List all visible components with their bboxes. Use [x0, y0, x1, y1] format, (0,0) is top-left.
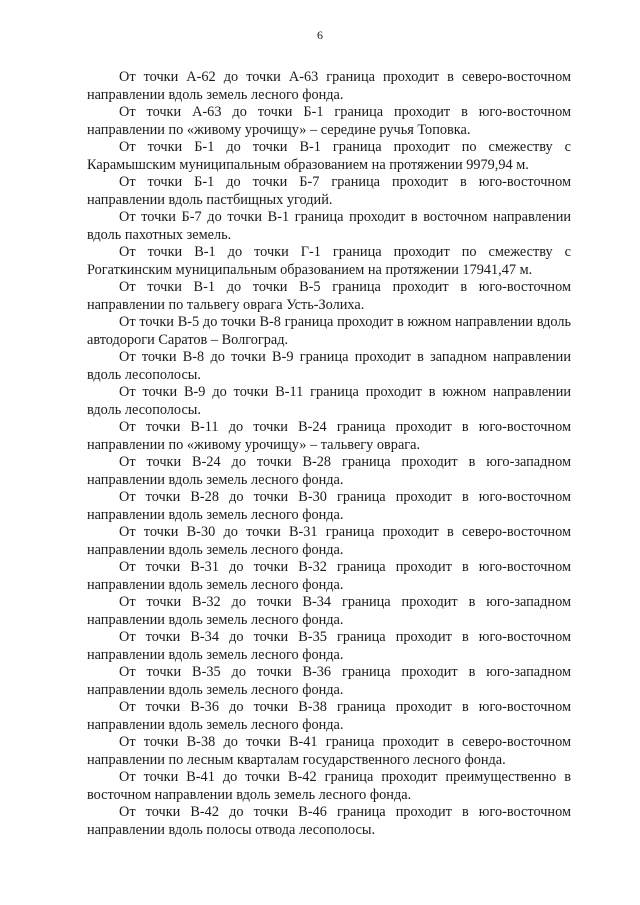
paragraph: От точки В-38 до точки В-41 граница проходит в северо-восточном направлении по лесным кварталам государственного лесного фонда.	[87, 734, 571, 768]
paragraph: От точки В-24 до точки В-28 граница проходит в юго-западном направлении вдоль земель лесного фонда.	[87, 454, 571, 488]
paragraph: От точки В-5 до точки В-8 граница проходит в южном направлении вдоль автодороги Саратов – Волгоград.	[87, 314, 571, 348]
paragraph: От точки В-32 до точки В-34 граница проходит в юго-западном направлении вдоль земель лесного фонда.	[87, 594, 571, 628]
paragraph: От точки Б-1 до точки Б-7 граница проходит в юго-восточном направлении вдоль пастбищных угодий.	[87, 174, 571, 208]
paragraph: От точки А-62 до точки А-63 граница проходит в северо-восточном направлении вдоль земель лесного фонда.	[87, 69, 571, 103]
paragraph: От точки В-35 до точки В-36 граница проходит в юго-западном направлении вдоль земель лесного фонда.	[87, 664, 571, 698]
paragraph: От точки В-8 до точки В-9 граница проходит в западном направлении вдоль лесополосы.	[87, 349, 571, 383]
paragraph: От точки В-34 до точки В-35 граница проходит в юго-восточном направлении вдоль земель лесного фонда.	[87, 629, 571, 663]
paragraph: От точки В-1 до точки Г-1 граница проходит по смежеству с Рогаткинским муниципальным образованием на протяжении 17941,47 м.	[87, 244, 571, 278]
paragraph: От точки В-9 до точки В-11 граница проходит в южном направлении вдоль лесополосы.	[87, 384, 571, 418]
paragraph: От точки В-31 до точки В-32 граница проходит в юго-восточном направлении вдоль земель лесного фонда.	[87, 559, 571, 593]
paragraph: От точки В-11 до точки В-24 граница проходит в юго-восточном направлении по «живому урочищу» – тальвегу оврага.	[87, 419, 571, 453]
paragraph: От точки В-1 до точки В-5 граница проходит в юго-восточном направлении по тальвегу оврага Усть-Золиха.	[87, 279, 571, 313]
paragraph: От точки В-41 до точки В-42 граница проходит преимущественно в восточном направлении вдоль земель лесного фонда.	[87, 769, 571, 803]
paragraph: От точки Б-7 до точки В-1 граница проходит в восточном направлении вдоль пахотных земель.	[87, 209, 571, 243]
document-body	[87, 69, 571, 839]
page-number: 6	[317, 28, 323, 42]
paragraph: От точки В-30 до точки В-31 граница проходит в северо-восточном направлении вдоль земель лесного фонда.	[87, 524, 571, 558]
paragraph: От точки А-63 до точки Б-1 граница проходит в юго-восточном направлении по «живому урочищу» – середине ручья Топовка.	[87, 104, 571, 138]
paragraph: От точки В-28 до точки В-30 граница проходит в юго-восточном направлении вдоль земель лесного фонда.	[87, 489, 571, 523]
paragraph: От точки В-42 до точки В-46 граница проходит в юго-восточном направлении вдоль полосы отвода лесополосы.	[87, 804, 571, 838]
paragraph: От точки В-36 до точки В-38 граница проходит в юго-восточном направлении вдоль земель лесного фонда.	[87, 699, 571, 733]
paragraph: От точки Б-1 до точки В-1 граница проходит по смежеству с Карамышским муниципальным образованием на протяжении 9979,94 м.	[87, 139, 571, 173]
